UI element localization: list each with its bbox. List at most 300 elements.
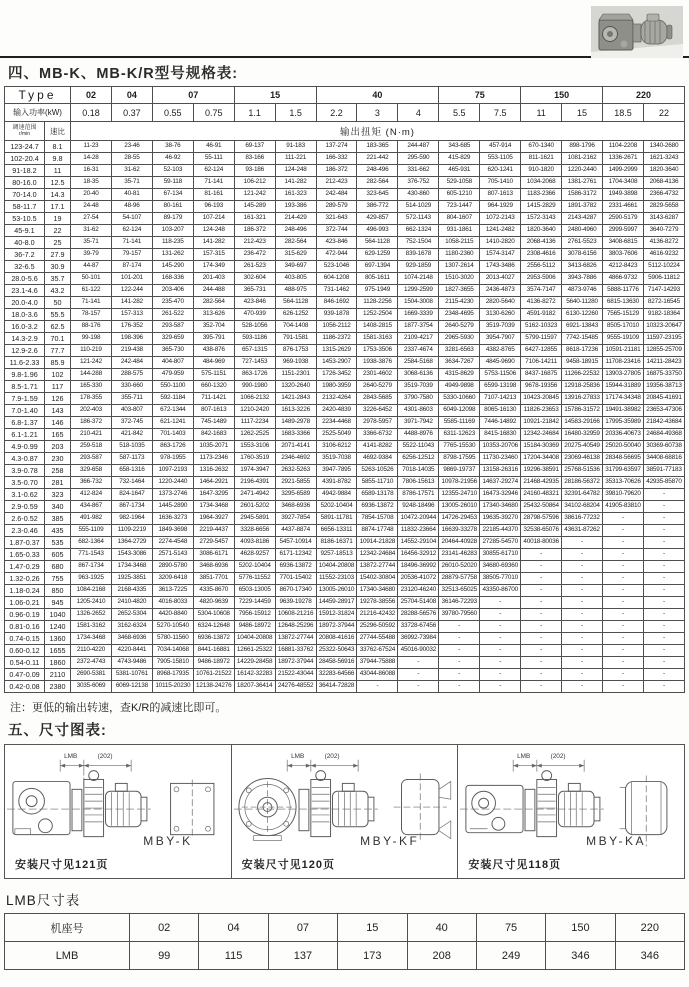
torque-cell: 32538-65076 <box>521 525 562 537</box>
torque-cell: - <box>643 597 684 609</box>
torque-cell: 9678-19356 <box>521 381 562 393</box>
torque-cell: 4949-9898 <box>439 381 480 393</box>
torque-cell: 2346-4692 <box>275 453 316 465</box>
torque-cell: 9182-18364 <box>643 309 684 321</box>
frame-size-value: 40 <box>407 914 476 942</box>
torque-cell: 1877-3754 <box>398 321 439 333</box>
torque-cell: 106-212 <box>234 177 275 189</box>
ratio-cell: 22 <box>45 225 71 237</box>
ratio-cell: 1860 <box>45 657 71 669</box>
torque-cell: 1621-3243 <box>643 153 684 165</box>
torque-cell: - <box>643 537 684 549</box>
torque-cell: 343-685 <box>439 141 480 153</box>
torque-cell: 365-731 <box>234 285 275 297</box>
torque-cell: 621-1241 <box>152 417 193 429</box>
torque-cell: - <box>603 585 644 597</box>
frame-size-value: 07 <box>268 914 337 942</box>
torque-cell: 1613-3226 <box>275 405 316 417</box>
torque-cell: 7765-15530 <box>439 441 480 453</box>
torque-cell: 14229-28458 <box>234 657 275 669</box>
torque-cell: - <box>643 525 684 537</box>
torque-cell: 1574-3147 <box>480 249 521 261</box>
torque-cell: 2168-4335 <box>111 585 152 597</box>
speed-range-cell: 36-7.2 <box>5 249 45 261</box>
ratio-cell: 117 <box>45 381 71 393</box>
torque-cell: 7446-14892 <box>480 417 521 429</box>
torque-cell: 7229-14459 <box>234 597 275 609</box>
torque-cell: 3519-7038 <box>316 453 357 465</box>
torque-cell: 1543-3086 <box>111 549 152 561</box>
torque-cell: 2978-5957 <box>357 417 398 429</box>
speed-range-cell: 0.81-0.16 <box>5 621 45 633</box>
torque-cell: 18972-37944 <box>316 621 357 633</box>
torque-cell: 145-289 <box>234 201 275 213</box>
torque-cell: 1128-2256 <box>357 297 398 309</box>
torque-cell: 1210-2420 <box>234 405 275 417</box>
torque-cell: 141-282 <box>193 237 234 249</box>
torque-cell: - <box>521 573 562 585</box>
torque-cell: 10404-20808 <box>234 633 275 645</box>
torque-cell: - <box>562 633 603 645</box>
torque-cell: 5112-10224 <box>643 261 684 273</box>
lmb-value-row <box>5 942 685 970</box>
torque-cell: 403-807 <box>111 405 152 417</box>
torque-cell: 2480-4960 <box>562 225 603 237</box>
speed-range-cell: 4.3-0.87 <box>5 453 45 465</box>
speed-range-cell: 16.0-3.2 <box>5 321 45 333</box>
spec-row <box>5 585 685 597</box>
torque-cell: 25296-50592 <box>357 621 398 633</box>
torque-cell: 28879-57758 <box>439 573 480 585</box>
lmb-table-body <box>5 914 685 970</box>
torque-cell: - <box>521 549 562 561</box>
power-value: 7.5 <box>480 104 521 122</box>
torque-cell: 69-137 <box>234 141 275 153</box>
model-label-mby-kf: MBY-KF <box>360 834 420 848</box>
frame-size-label: 机座号 <box>5 914 130 942</box>
torque-cell: 17174-34348 <box>603 393 644 405</box>
torque-cell: 745-1489 <box>193 417 234 429</box>
torque-cell: 81-161 <box>193 189 234 201</box>
torque-cell: 626-1252 <box>275 309 316 321</box>
torque-cell: 32513-65025 <box>439 585 480 597</box>
torque-cell: 2640-5279 <box>357 381 398 393</box>
torque-cell: 16480-32959 <box>562 429 603 441</box>
gearmotor-photo <box>591 6 683 58</box>
torque-cell: 1373-2746 <box>152 489 193 501</box>
caption-mby-ka: 安装尺寸见118页 <box>468 859 562 871</box>
torque-cell: - <box>521 597 562 609</box>
speed-range-cell: 0.42-0.08 <box>5 681 45 693</box>
torque-cell: - <box>439 669 480 681</box>
torque-cell: 1734-3468 <box>111 561 152 573</box>
torque-cell: 202-403 <box>71 405 112 417</box>
torque-cell: 4315-8629 <box>439 369 480 381</box>
torque-cell: 219-438 <box>111 345 152 357</box>
torque-cell: 13903-27805 <box>603 369 644 381</box>
torque-cell: 25020-50040 <box>603 441 644 453</box>
torque-cell: 4628-9257 <box>234 549 275 561</box>
dim-label-lmb: LMB <box>64 752 78 760</box>
torque-cell: 1410-2820 <box>480 237 521 249</box>
torque-cell: 1586-3172 <box>562 189 603 201</box>
spec-row <box>5 681 685 693</box>
torque-cell: 3954-7907 <box>480 333 521 345</box>
torque-cell: 43044-86088 <box>357 669 398 681</box>
torque-cell: 39810-79620 <box>603 489 644 501</box>
torque-cell: - <box>603 597 644 609</box>
torque-cell: - <box>643 621 684 633</box>
spec-row <box>5 465 685 477</box>
spec-row <box>5 597 685 609</box>
torque-cell: 52-103 <box>152 165 193 177</box>
torque-cell: 183-365 <box>357 141 398 153</box>
torque-cell: 10978-21956 <box>439 477 480 489</box>
torque-cell: 528-1056 <box>234 321 275 333</box>
torque-cell: 10608-21216 <box>275 609 316 621</box>
torque-cell: 4382-8765 <box>480 345 521 357</box>
torque-cell: 732-1464 <box>111 477 152 489</box>
torque-cell: 3130-6260 <box>480 309 521 321</box>
torque-cell: 118-235 <box>152 237 193 249</box>
speed-range-cell: 12.9-2.6 <box>5 345 45 357</box>
torque-cell: - <box>562 537 603 549</box>
torque-cell: 145-290 <box>152 261 193 273</box>
speed-range-cell: 0.47-0.09 <box>5 669 45 681</box>
torque-cell: 30855-61710 <box>480 549 521 561</box>
frame-size-value: 150 <box>546 914 615 942</box>
torque-cell: 1316-2632 <box>193 465 234 477</box>
dim-label-202: (202) <box>550 752 566 760</box>
torque-cell: 3226-6452 <box>357 405 398 417</box>
torque-cell: 3328-6656 <box>234 525 275 537</box>
torque-cell: 3634-7267 <box>439 357 480 369</box>
torque-cell: 87-174 <box>111 261 152 273</box>
speed-range-cell: 0.54-0.11 <box>5 657 45 669</box>
torque-cell: 3943-7886 <box>562 273 603 285</box>
torque-cell: 38-76 <box>152 141 193 153</box>
power-value: 0.37 <box>111 104 152 122</box>
torque-cell: 38505-77010 <box>480 573 521 585</box>
torque-cell: 978-1955 <box>152 453 193 465</box>
torque-cell: 6921-13843 <box>562 321 603 333</box>
torque-cell: - <box>521 633 562 645</box>
torque-cell: 1726-3452 <box>316 369 357 381</box>
torque-cell: 33728-67456 <box>398 621 439 633</box>
torque-cell: 103-207 <box>152 225 193 237</box>
torque-cell: 2829-5658 <box>643 201 684 213</box>
lmb-table <box>4 913 685 970</box>
torque-cell: - <box>643 681 684 693</box>
torque-cell: 701-1403 <box>152 429 193 441</box>
torque-cell: 6815-13630 <box>603 297 644 309</box>
torque-cell: 1241-2482 <box>480 225 521 237</box>
torque-cell: - <box>521 609 562 621</box>
caption-mby-k: 安装尺寸见121页 <box>15 859 109 871</box>
torque-cell: 8968-17935 <box>152 669 193 681</box>
torque-cell: 107-214 <box>193 213 234 225</box>
lmb-value: 99 <box>130 942 199 970</box>
power-value: 22 <box>643 104 684 122</box>
torque-cell: 79-157 <box>111 249 152 261</box>
torque-cell: 7701-15402 <box>275 573 316 585</box>
speed-range-cell: 3.9-0.78 <box>5 465 45 477</box>
torque-cell: - <box>357 681 398 693</box>
torque-cell: 4488-8976 <box>398 429 439 441</box>
torque-cell: 12342-24684 <box>521 429 562 441</box>
speed-range-cell: 1.87-0.37 <box>5 537 45 549</box>
torque-cell: 496-993 <box>357 225 398 237</box>
torque-cell: 214-429 <box>275 213 316 225</box>
torque-cell: - <box>439 621 480 633</box>
speed-range-cell: 6.1-1.21 <box>5 429 45 441</box>
torque-cell: 8786-17571 <box>398 489 439 501</box>
speed-range-cell: 18.0-3.6 <box>5 309 45 321</box>
torque-cell: 1205-2410 <box>71 597 112 609</box>
torque-cell: 5522-11043 <box>398 441 439 453</box>
torque-cell: 404-807 <box>152 357 193 369</box>
torque-cell: 727-1453 <box>234 357 275 369</box>
torque-cell: 248-496 <box>357 165 398 177</box>
torque-cell: 10472-20944 <box>398 513 439 525</box>
torque-cell: 24-48 <box>71 201 112 213</box>
torque-cell: 4866-9732 <box>603 273 644 285</box>
torque-cell: 2234-4468 <box>316 417 357 429</box>
torque-cell: 20336-40673 <box>603 429 644 441</box>
ratio-cell: 755 <box>45 573 71 585</box>
torque-cell: 372-744 <box>316 225 357 237</box>
torque-cell: - <box>603 621 644 633</box>
torque-cell: 4437-8874 <box>275 525 316 537</box>
torque-cell: 5891-11781 <box>316 513 357 525</box>
torque-cell: 4845-9690 <box>480 357 521 369</box>
torque-cell: - <box>562 573 603 585</box>
torque-cell: 1034-2068 <box>521 177 562 189</box>
torque-cell: 811-1621 <box>521 153 562 165</box>
torque-cell: 2999-5997 <box>603 225 644 237</box>
ratio-cell: 85.9 <box>45 357 71 369</box>
torque-cell: 166-332 <box>316 153 357 165</box>
torque-cell: 5381-10761 <box>111 669 152 681</box>
dim-label-202: (202) <box>324 752 340 760</box>
torque-cell: 2274-4548 <box>152 537 193 549</box>
lmb-value: 137 <box>268 942 337 970</box>
speed-range-cell: 1.32-0.26 <box>5 573 45 585</box>
torque-cell: - <box>603 669 644 681</box>
dim-label-lmb: LMB <box>517 752 531 760</box>
speed-range-cell: 1.47-0.29 <box>5 561 45 573</box>
speed-range-cell: 0.96-0.19 <box>5 609 45 621</box>
spec-row <box>5 189 685 201</box>
torque-cell: 429-857 <box>357 213 398 225</box>
torque-cell: 670-1340 <box>521 141 562 153</box>
torque-cell: 20808-41616 <box>316 633 357 645</box>
torque-cell: 24684-49368 <box>643 429 684 441</box>
torque-cell: 403-805 <box>275 273 316 285</box>
torque-cell: 523-1046 <box>316 261 357 273</box>
ratio-cell: 12.5 <box>45 177 71 189</box>
model-label-mby-ka: MBY-KA <box>586 834 647 848</box>
torque-cell: - <box>603 681 644 693</box>
torque-cell: 1421-2843 <box>275 393 316 405</box>
ratio-cell: 2380 <box>45 681 71 693</box>
torque-cell: 20536-41072 <box>398 573 439 585</box>
frame-size-value: 15 <box>338 914 407 942</box>
torque-cell: 34680-69360 <box>480 561 521 573</box>
torque-cell: 704-1408 <box>275 321 316 333</box>
torque-cell: 386-772 <box>357 201 398 213</box>
torque-cell: 488-975 <box>275 285 316 297</box>
torque-cell: 14583-29166 <box>562 417 603 429</box>
torque-cell: 4136-8272 <box>521 297 562 309</box>
torque-cell: 592-1184 <box>152 393 193 405</box>
torque-cell: 19491-38982 <box>603 405 644 417</box>
speed-range-cell: 4.9-0.99 <box>5 441 45 453</box>
torque-cell: 24276-48552 <box>275 681 316 693</box>
torque-cell: 25768-51536 <box>562 465 603 477</box>
ratio-cell: 77.7 <box>45 345 71 357</box>
spec-row <box>5 237 685 249</box>
torque-cell: 6256-12512 <box>398 453 439 465</box>
torque-cell: 28798-57596 <box>521 513 562 525</box>
torque-cell: 824-1647 <box>111 489 152 501</box>
torque-cell: 20464-40928 <box>439 537 480 549</box>
lmb-value: 115 <box>199 942 268 970</box>
torque-cell: 2143-4287 <box>562 213 603 225</box>
torque-cell: 804-1607 <box>439 213 480 225</box>
torque-cell: 17340-34680 <box>357 585 398 597</box>
torque-cell: 7106-14211 <box>521 357 562 369</box>
torque-cell: 529-1058 <box>439 177 480 189</box>
torque-cell: 4136-8272 <box>643 237 684 249</box>
torque-cell: 723-1447 <box>439 201 480 213</box>
section5-title: 五、尺寸图表: <box>8 723 107 739</box>
torque-cell: 472-944 <box>316 249 357 261</box>
type-group-15: 15 <box>234 87 316 104</box>
torque-cell: 491-982 <box>71 513 112 525</box>
torque-cell: 3947-7895 <box>316 465 357 477</box>
torque-cell: 415-829 <box>439 153 480 165</box>
torque-cell: 931-1861 <box>439 225 480 237</box>
torque-cell: 867-1734 <box>71 561 112 573</box>
power-value: 1.1 <box>234 104 275 122</box>
torque-cell: 2953-5906 <box>521 273 562 285</box>
torque-cell: 842-1683 <box>193 429 234 441</box>
ratio-cell: 203 <box>45 441 71 453</box>
torque-cell: 1510-3020 <box>439 273 480 285</box>
torque-cell: 10404-20808 <box>316 561 357 573</box>
torque-cell: 5776-11552 <box>234 573 275 585</box>
torque-cell: 282-564 <box>193 297 234 309</box>
torque-cell: 2640-5279 <box>439 321 480 333</box>
frame-size-value: 75 <box>476 914 545 942</box>
torque-cell: 1183-2366 <box>521 189 562 201</box>
torque-cell: 67-134 <box>152 189 193 201</box>
torque-cell: 1734-3468 <box>71 633 112 645</box>
ratio-cell: 27.9 <box>45 249 71 261</box>
torque-cell: 6049-12098 <box>439 405 480 417</box>
torque-cell: 2584-5168 <box>398 357 439 369</box>
torque-cell: - <box>439 645 480 657</box>
torque-cell: 137-274 <box>316 141 357 153</box>
torque-cell: 5263-10526 <box>357 465 398 477</box>
torque-cell: 4420-8840 <box>152 609 193 621</box>
torque-cell: 5906-11812 <box>643 273 684 285</box>
torque-cell: 484-969 <box>193 357 234 369</box>
torque-cell: 1066-2132 <box>234 393 275 405</box>
torque-cell: 352-704 <box>193 321 234 333</box>
torque-cell: 1340-2680 <box>643 141 684 153</box>
torque-cell: 6069-12138 <box>111 681 152 693</box>
spec-row <box>5 453 685 465</box>
speed-range-cell: 1.18-0.24 <box>5 585 45 597</box>
torque-cell: 9555-19109 <box>603 333 644 345</box>
torque-cell: 295-590 <box>398 153 439 165</box>
torque-cell: 10921-21842 <box>521 417 562 429</box>
torque-cell: 3408-6815 <box>603 237 644 249</box>
torque-cell: 5270-10540 <box>152 621 193 633</box>
torque-cell: 289-579 <box>316 201 357 213</box>
spec-row <box>5 369 685 381</box>
torque-cell: 8065-16130 <box>480 405 521 417</box>
torque-cell: 1949-3898 <box>603 189 644 201</box>
ratio-cell: 9.8 <box>45 153 71 165</box>
torque-cell: 99-198 <box>71 333 112 345</box>
torque-cell: 18496-36992 <box>398 561 439 573</box>
torque-cell: 3468-6936 <box>275 501 316 513</box>
torque-cell: 3971-7942 <box>398 417 439 429</box>
torque-cell: 846-1692 <box>316 297 357 309</box>
torque-cell: 20845-41691 <box>643 393 684 405</box>
type-group-07: 07 <box>152 87 234 104</box>
spec-row <box>5 549 685 561</box>
torque-cell: 36146-72293 <box>439 597 480 609</box>
torque-cell: 731-1462 <box>316 285 357 297</box>
torque-cell: 6171-12342 <box>275 549 316 561</box>
torque-cell: - <box>521 621 562 633</box>
torque-cell: 1072-2143 <box>480 213 521 225</box>
torque-cell: 1938-3876 <box>357 357 398 369</box>
torque-cell: 221-442 <box>357 153 398 165</box>
torque-cell: 12355-24710 <box>439 489 480 501</box>
spec-table-body <box>5 141 685 693</box>
torque-cell: 9639-19278 <box>275 597 316 609</box>
ratio-label: 速比 <box>45 122 71 141</box>
speed-range-cell: 14.3-2.9 <box>5 333 45 345</box>
torque-cell: - <box>603 609 644 621</box>
torque-cell: 7147-14293 <box>643 285 684 297</box>
torque-cell: 3927-7854 <box>275 513 316 525</box>
torque-cell: - <box>643 585 684 597</box>
torque-cell: 1504-3008 <box>398 297 439 309</box>
torque-cell: 2109-4217 <box>398 333 439 345</box>
speed-range-cell: 1.06-0.21 <box>5 597 45 609</box>
torque-cell: 2013-4027 <box>480 273 521 285</box>
torque-cell: - <box>643 657 684 669</box>
torque-cell: 929-1859 <box>398 261 439 273</box>
torque-cell: 1109-2219 <box>111 525 152 537</box>
torque-cell: 261-522 <box>152 309 193 321</box>
lmb-label: LMB <box>5 942 130 970</box>
torque-cell: 236-472 <box>234 249 275 261</box>
torque-cell: 61-122 <box>71 285 112 297</box>
torque-cell: 141-282 <box>275 177 316 189</box>
torque-cell: 2571-5143 <box>152 549 193 561</box>
torque-cell: 28458-56916 <box>316 657 357 669</box>
torque-cell: 44-87 <box>71 261 112 273</box>
torque-cell: 8441-16881 <box>193 645 234 657</box>
torque-cell: 1336-2671 <box>603 153 644 165</box>
